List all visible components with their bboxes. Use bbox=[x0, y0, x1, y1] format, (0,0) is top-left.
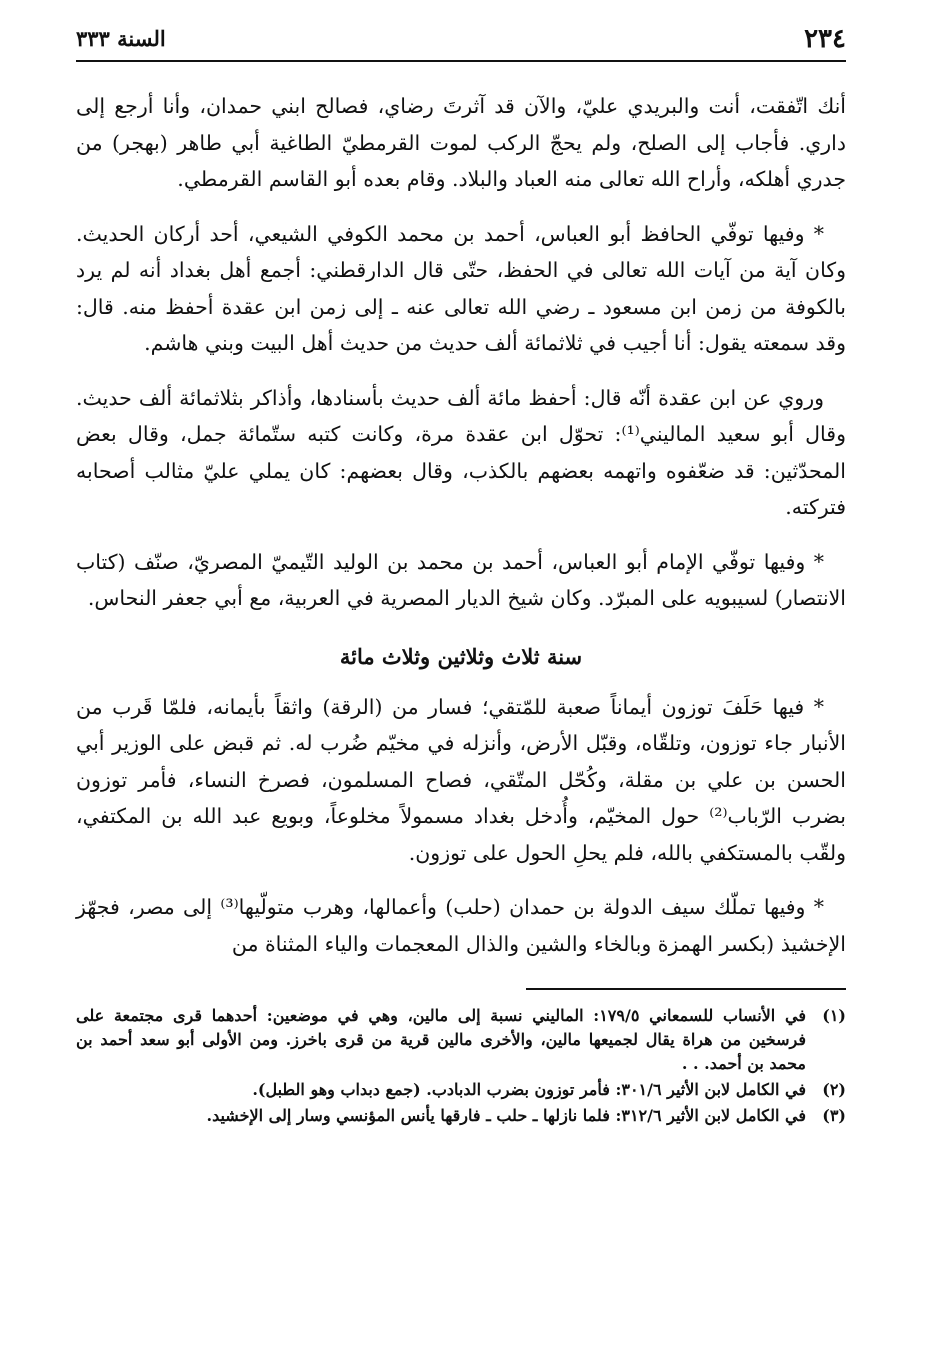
paragraph: * وفيها توفّي الإمام أبو العباس، أحمد بن محمد بن الوليد التّيميّ المصريّ، صنّف (كتاب الانتصار) لسيبويه على المبرّد. وكان شيخ الديار المصرية في العربية، مع أبي جعفر النحاس. bbox=[76, 549, 846, 610]
running-header bbox=[76, 22, 846, 62]
book-page bbox=[76, 22, 846, 1342]
main-text bbox=[76, 88, 846, 962]
paragraph: * وفيها توفّي الحافظ أبو العباس، أحمد بن محمد الكوفي الشيعي، أحد أركان الحديث. وكان آية من آيات الله تعالى في الحفظ، حتّى قال الدارقطني: أجمع أهل بغداد أنه لم يرد بالكوفة من زمن ابن مسعود ـ رضي الله تعالى عنه ـ إلى زمن ابن عقدة أحفظ منه. قال: وقد سمعته يقول: أنا أجيب في ثلاثمائة ألف حديث من حديث أهل البيت وبني هاشم. bbox=[76, 221, 846, 355]
footnote-text: في الكامل لابن الأثير ٣٠١/٦: فأمر توزون بضرب الدبادب. (جمع دبداب وهو الطبل). bbox=[252, 1080, 806, 1099]
page-number: ٢٣٤ bbox=[804, 24, 846, 54]
footnote-number: (٢) bbox=[822, 1080, 846, 1099]
paragraph: وروي عن ابن عقدة أنّه قال: أحفظ مائة ألف حديث بأسنادها، وأذاكر بثلاثمائة ألف حديث. وقال أبو سعيد الماليني⁽¹⁾: تحوّل ابن عقدة مرة، وكانت كتبه ستّمائة جمل، وقال بعض المحدّثين: قد ضعّفوه واتهمه بعضهم بالكذب، وقال بعضهم: كان يملي عليّ مثالب أصحابه فتركته. bbox=[76, 385, 846, 519]
footnote-number: (٣) bbox=[822, 1106, 846, 1125]
footnote-number: (١) bbox=[822, 1006, 846, 1025]
paragraph: * فيها حَلَفَ توزون أيماناً صعبة للمّتقي؛ فسار من (الرقة) واثقاً بأيمانه، فلمّا قَرب من الأنبار جاء توزون، وتلقّاه، وقبّل الأرض، وأنزله في مخيّم ضُرب له. ثم قبض على الوزير أبي الحسن بن علي بن مقلة، وكُحّل المتّقي، فصاح المسلمون، فصرخ النساء، فأمر توزون بضرب الرّباب⁽²⁾ حول المخيّم، وأُدخل بغداد مسمولاً مخلوعاً، وبويع عبد الله بن المكتفي، ولقّب بالمستكفي بالله، فلم يحلِ الحول على توزون. bbox=[76, 694, 846, 865]
section-heading: سنة ثلاث وثلاثين وثلاث مائة bbox=[339, 643, 583, 669]
running-title: السنة ٣٣٣ bbox=[76, 26, 166, 51]
footnote-separator bbox=[526, 988, 846, 990]
footnote bbox=[76, 1104, 846, 1128]
footnote bbox=[76, 1004, 846, 1076]
paragraph: أنك اتّفقت، أنت والبريدي عليّ، والآن قد آثرتَ رضاي، فصالح ابني حمدان، وأنا أرجع إلى داري. فأجاب إلى الصلح، ولم يحجّ الركب لموت القرمطيّ الطاغية أبي طاهر (بهجر) من جدري أهلكه، وأراح الله تعالى منه العباد والبلاد. وقام بعده أبو القاسم القرمطي. bbox=[76, 94, 847, 191]
footnotes bbox=[76, 1004, 846, 1128]
footnote-text: في الأنساب للسمعاني ١٧٩/٥: الماليني نسبة إلى مالين، وهي في موضعين: أحدهما قرى مجتمعة على فرسخين من هراة يقال لجميعها مالين، والأخرى مالين قرية من قرى باخرز. ومن الأولى أبو سعد أحمد بن محمد بن أحمد. . . bbox=[76, 1006, 806, 1073]
footnote bbox=[76, 1078, 846, 1102]
footnote-text: في الكامل لابن الأثير ٣١٢/٦: فلما نازلها ـ حلب ـ فارقها يأنس المؤنسي وسار إلى الإخشيد. bbox=[206, 1106, 806, 1125]
paragraph: * وفيها تملّك سيف الدولة بن حمدان (حلب) وأعمالها، وهرب متولّيها⁽³⁾ إلى مصر، فجهّز الإخشيذ (بكسر الهمزة وبالخاء والشين والذال المعجمات والياء المثناة من bbox=[76, 895, 846, 956]
